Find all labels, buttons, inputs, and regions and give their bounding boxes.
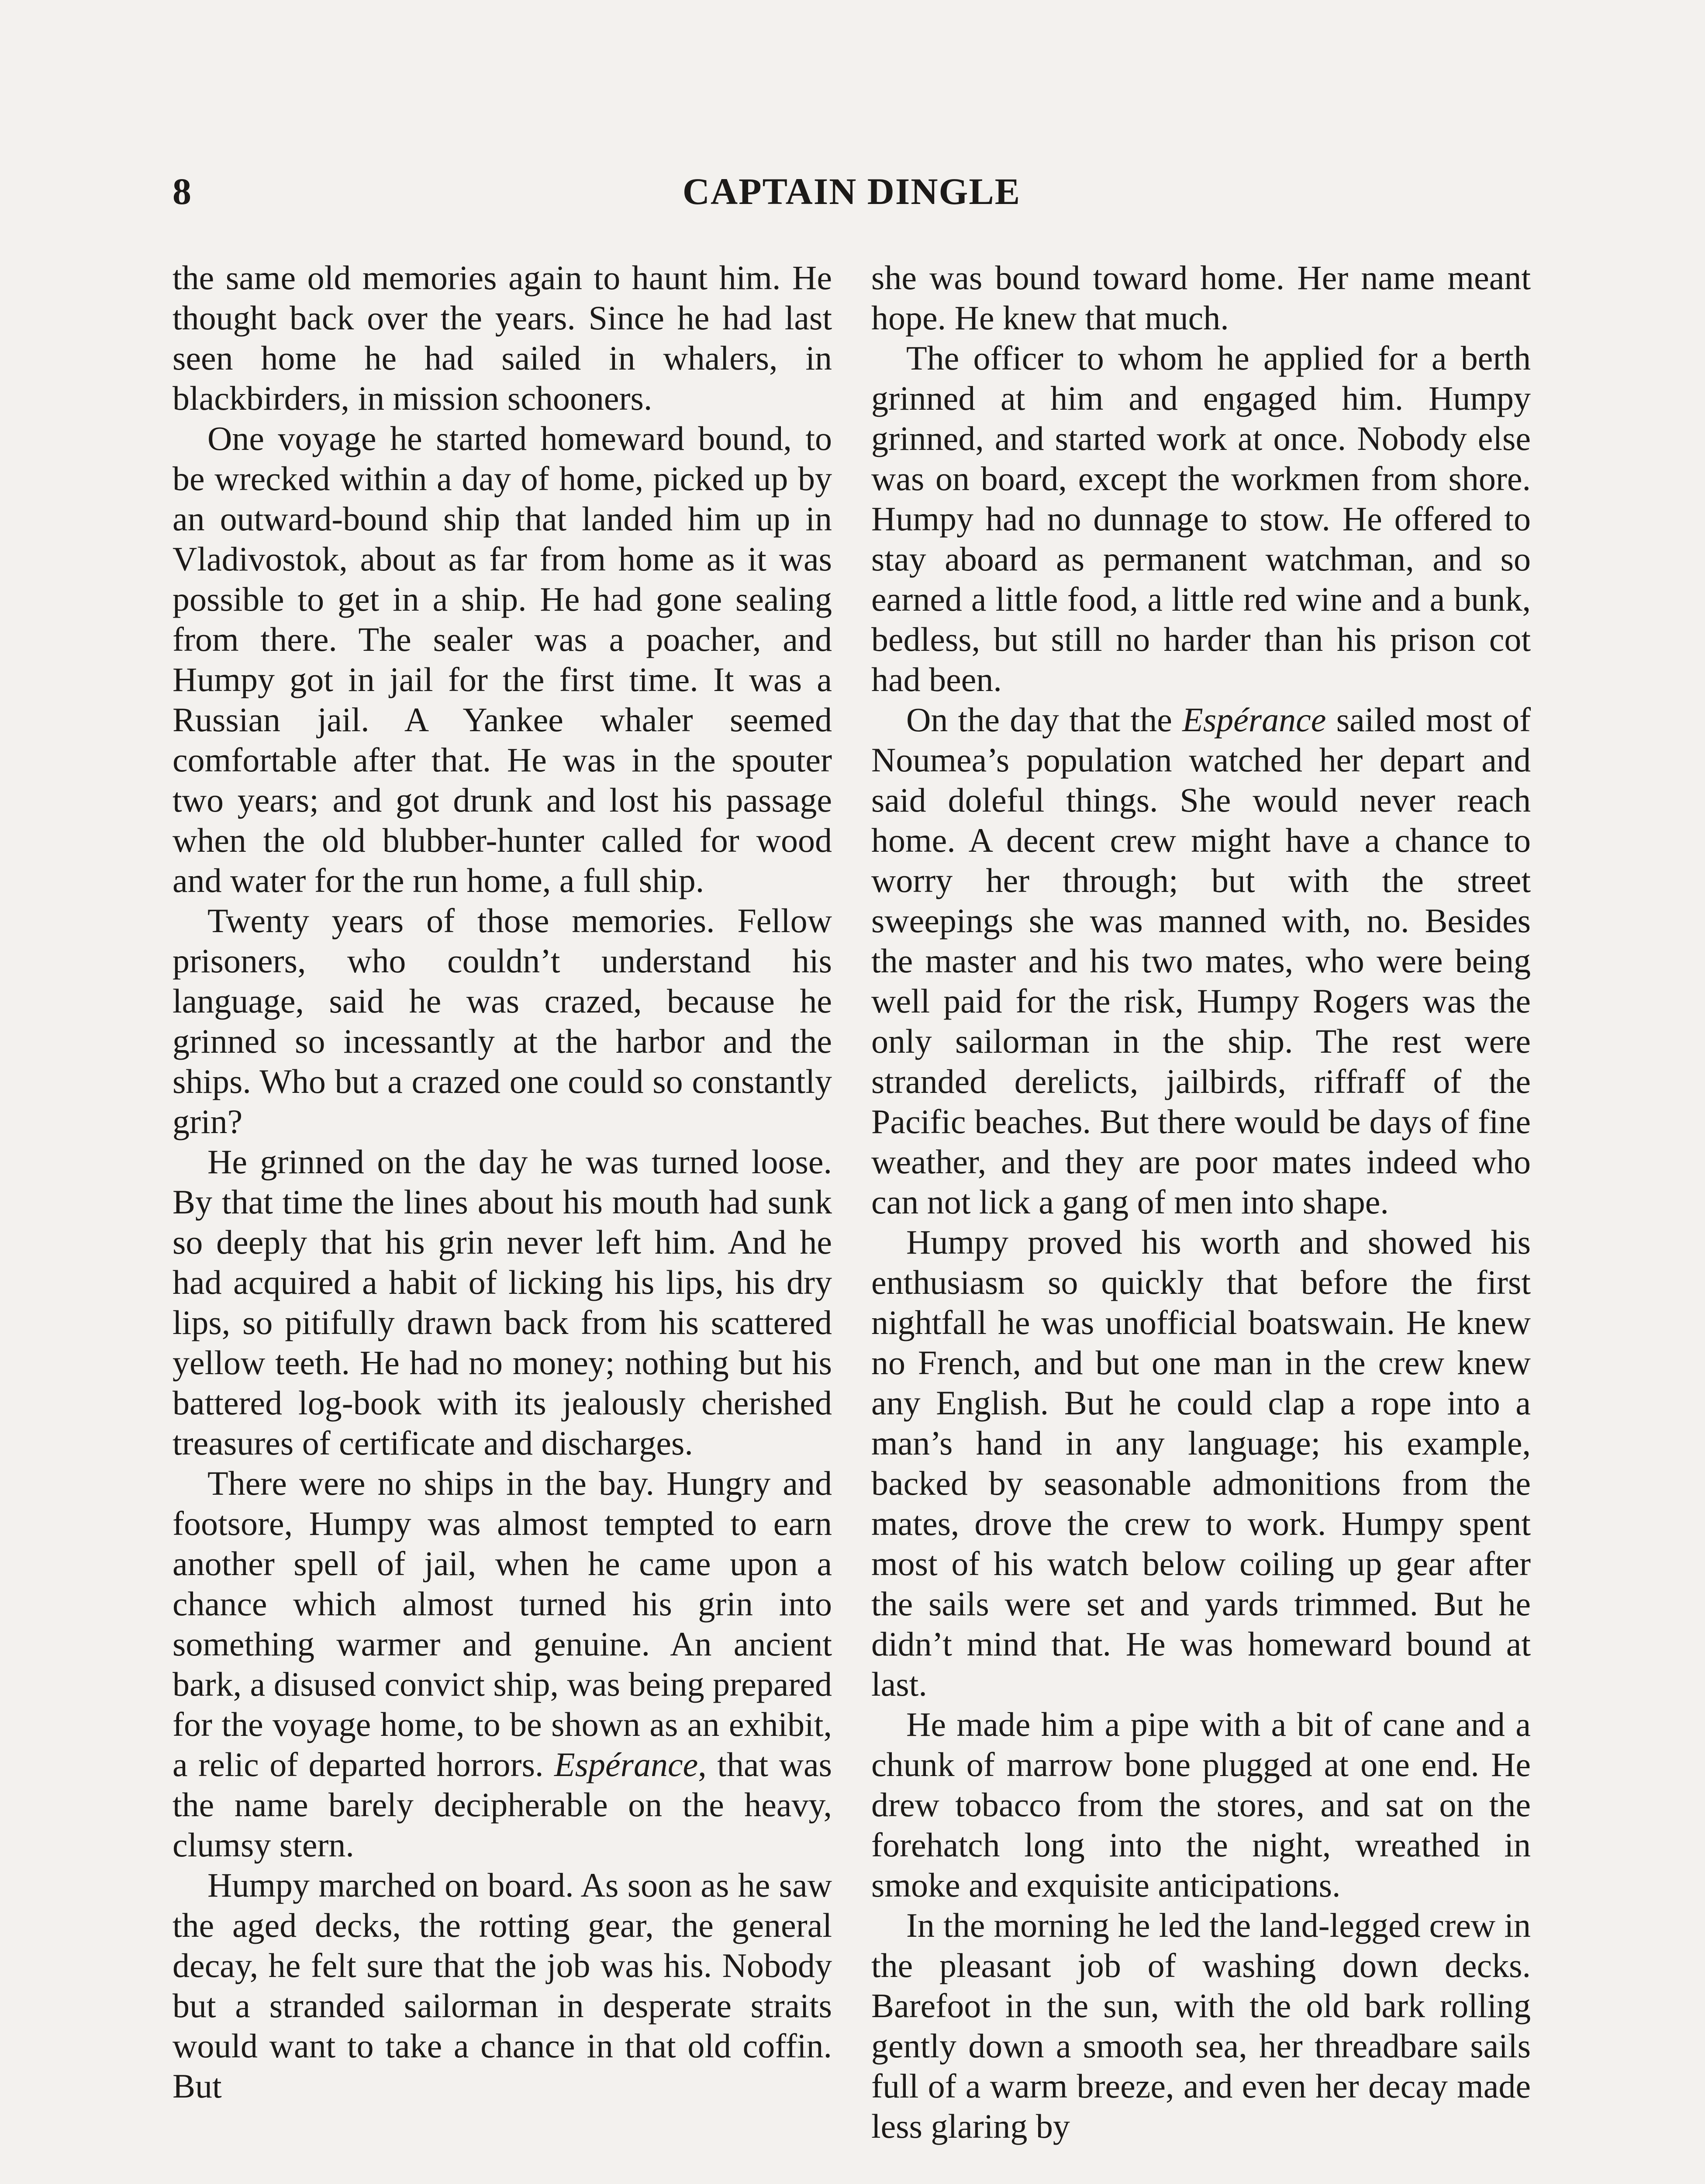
paragraph: The officer to whom he applied for a berth grinned at him and engaged him. Humpy grinned, and started work at once. Nobody else was on board, except the workmen from shore. Humpy had no dunnage to stow. He offered to stay aboard as permanent watchman, and so earned a little food, a little red wine and a bunk, bedless, but still no harder than his prison cot had been. xyxy=(871,339,1531,698)
paragraph: One voyage he started homeward bound, to be wrecked within a day of home, picked up by an outward-bound ship that landed him up in Vladivostok, about as far from home as it was possible to get in a ship. He had gone sealing from there. The sealer was a poacher, and Humpy got in jail for the first time. It was a Russian jail. A Yankee whaler seemed comfortable after that. He was in the spouter two years; and got drunk and lost his passage when the old blubber-hunter called for wood and water for the run home, a full ship. xyxy=(173,419,832,899)
right-column xyxy=(871,258,1531,2146)
paragraph: Humpy marched on board. As soon as he saw the aged decks, the rotting gear, the general decay, he felt sure that the job was his. Nobody but a stranded sailorman in desperate straits would want to take a chance in that old coffin. But xyxy=(173,1866,832,2105)
paragraph: the same old memories again to haunt him. He thought back over the years. Since he had last seen home he had sailed in whalers, in blackbirders, in mission schooners. xyxy=(173,259,832,417)
paragraph: In the morning he led the land-legged crew in the pleasant job of washing down decks. Barefoot in the sun, with the old bark rolling gently down a smooth sea, her threadbare sails full of a warm breeze, and even her decay made less glaring by xyxy=(871,1906,1531,2145)
page-header xyxy=(173,170,1531,221)
paragraph: There were no ships in the bay. Hungry and footsore, Humpy was almost tempted to earn another spell of jail, when he came upon a chance which almost turned his grin into something warmer and genuine. An ancient bark, a disused convict ship, was being prepared for the voyage home, to be shown as an exhibit, a relic of departed horrors. Espérance, that was the name barely decipherable on the heavy, clumsy stern. xyxy=(173,1464,832,1864)
left-column xyxy=(173,258,832,2106)
paragraph: Humpy proved his worth and showed his enthusiasm so quickly that before the first nightfall he was unofficial boatswain. He knew no French, and but one man in the crew knew any English. But he could clap a rope into a man’s hand in any language; his example, backed by seasonable admonitions from the mates, drove the crew to work. Humpy spent most of his watch below coiling up gear after the sails were set and yards trimmed. But he didn’t mind that. He was homeward bound at last. xyxy=(871,1223,1531,1703)
paragraph: On the day that the Espérance sailed most of Noumea’s population watched her depart and said doleful things. She would never reach home. A decent crew might have a chance to worry her through; but with the street sweepings she was manned with, no. Besides the master and his two mates, who were being well paid for the risk, Humpy Rogers was the only sailorman in the ship. The rest were stranded derelicts, jailbirds, riffraff of the Pacific beaches. But there would be days of fine weather, and they are poor mates indeed who can not lick a gang of men into shape. xyxy=(871,701,1531,1221)
paragraph: He made him a pipe with a bit of cane and a chunk of marrow bone plugged at one end. He drew tobacco from the stores, and sat on the forehatch long into the night, wreathed in smoke and exquisite anticipations. xyxy=(871,1705,1531,1904)
paragraph: she was bound toward home. Her name meant hope. He knew that much. xyxy=(871,259,1531,337)
paragraph: Twenty years of those memories. Fellow prisoners, who couldn’t understand his language, said he was crazed, because he grinned so incessantly at the harbor and the ships. Who but a crazed one could so constantly grin? xyxy=(173,902,832,1140)
paragraph: He grinned on the day he was turned loose. By that time the lines about his mouth had sunk so deeply that his grin never left him. And he had acquired a habit of licking his lips, his dry lips, so pitifully drawn back from his scattered yellow teeth. He had no money; nothing but his battered log-book with its jealously cherished treasures of certificate and discharges. xyxy=(173,1143,832,1462)
page-number: 8 xyxy=(173,170,191,212)
running-head: CAPTAIN DINGLE xyxy=(682,170,1021,212)
